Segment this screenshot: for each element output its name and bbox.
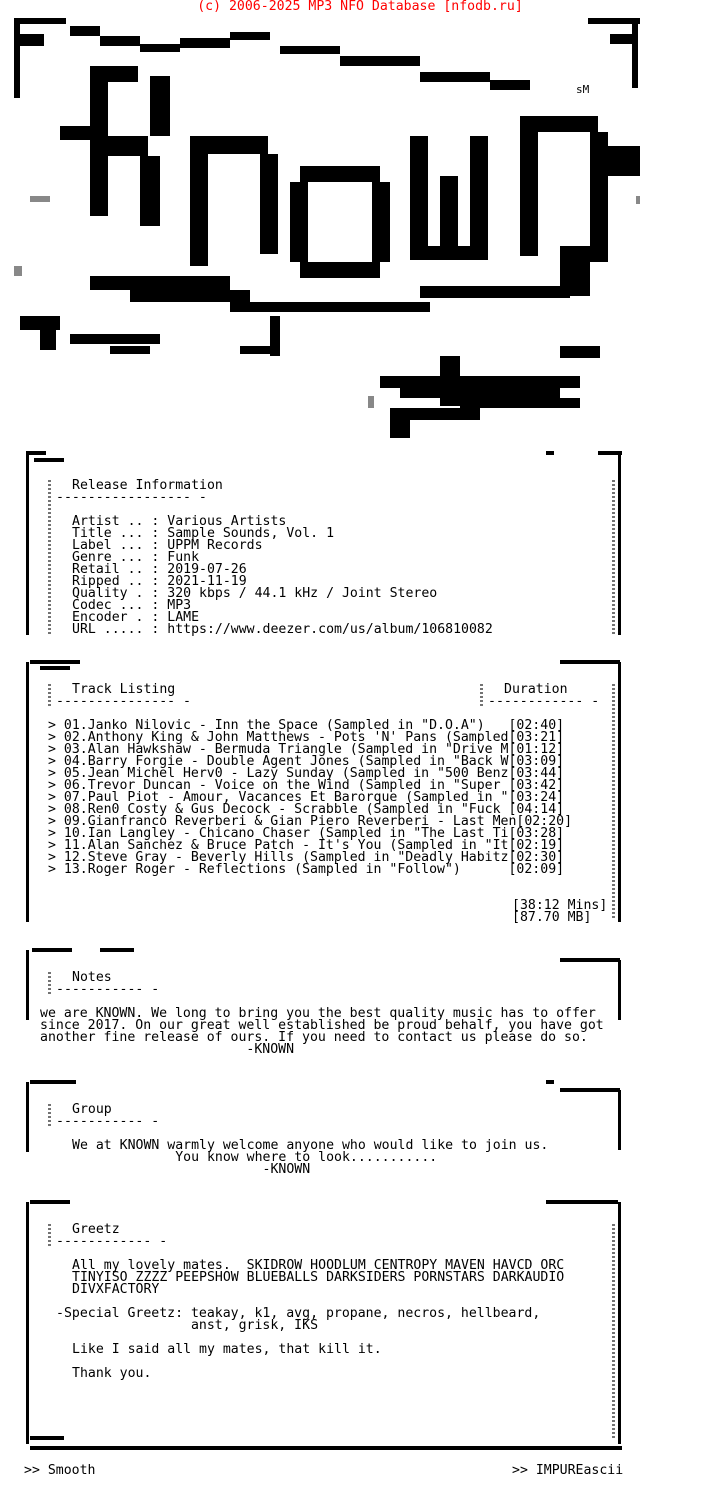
notes-line: we are KNOWN. We long to bring you the best quality music has to offer bbox=[40, 1006, 596, 1021]
box-corner bbox=[30, 1080, 76, 1084]
group-underline: ----------- - bbox=[56, 1114, 160, 1129]
greetz-heading: Greetz bbox=[72, 1222, 120, 1237]
ascii-logo-art bbox=[0, 16, 720, 446]
release-row: Codec ... : MP3 bbox=[72, 598, 192, 613]
box-corner bbox=[30, 1200, 70, 1204]
duration-heading: Duration bbox=[504, 682, 568, 697]
group-line: You know where to look........... bbox=[72, 1150, 438, 1165]
box-shade bbox=[48, 480, 51, 634]
track-item: > 09.Gianfranco Reverberi & Gian Piero Reverberi - Last Men[02:20] bbox=[48, 814, 573, 829]
credit-text[interactable]: (c) 2006-2025 MP3 NFO Database [nfodb.ru] bbox=[197, 0, 523, 14]
track-item: > 02.Anthony King & John Matthews - Pots 'N' Pans (Sampled[03:21] bbox=[48, 730, 565, 745]
box-corner bbox=[40, 666, 70, 670]
art-signature: sM bbox=[576, 83, 590, 96]
track-item: > 01.Janko Nilovic - Inn the Space (Sampled in "D.O.A") [02:40] bbox=[48, 718, 565, 733]
box-corner bbox=[560, 958, 620, 962]
box-corner bbox=[560, 660, 620, 664]
notes-underline: ----------- - bbox=[56, 982, 160, 997]
box-corner bbox=[546, 1200, 618, 1204]
track-item: > 08.Ren0 Costy & Gus Decock - Scrabble (Sampled in "Fuck [04:14] bbox=[48, 802, 565, 817]
box-edge bbox=[618, 455, 621, 635]
track-item: > 03.Alan Hawkshaw - Bermuda Triangle (Sampled in "Drive M[01:12] bbox=[48, 742, 565, 757]
release-heading: Release Information bbox=[72, 478, 223, 493]
greetz-line: DIVXFACTORY bbox=[72, 1282, 160, 1297]
tracks-heading: Track Listing bbox=[72, 682, 176, 697]
release-row: Title ... : Sample Sounds, Vol. 1 bbox=[72, 526, 335, 541]
greetz-line: Thank you. bbox=[72, 1366, 152, 1381]
greetz-line: anst, grisk, IKS bbox=[56, 1318, 319, 1333]
release-row: Artist .. : Various Artists bbox=[72, 514, 287, 529]
box-edge bbox=[618, 960, 621, 1020]
box-corner bbox=[30, 660, 80, 664]
release-row: Genre ... : Funk bbox=[72, 550, 200, 565]
box-shade bbox=[48, 1224, 51, 1248]
footer-left: >> Smooth bbox=[24, 1463, 96, 1478]
box-corner bbox=[100, 948, 134, 952]
box-edge bbox=[618, 1090, 621, 1150]
group-heading: Group bbox=[72, 1102, 112, 1117]
box-shade bbox=[48, 1104, 51, 1128]
total-size: [87.70 MB] bbox=[512, 910, 592, 925]
box-corner bbox=[546, 1080, 554, 1084]
box-edge bbox=[26, 662, 29, 922]
box-edge bbox=[26, 1202, 29, 1444]
box-shade bbox=[48, 684, 51, 708]
notes-heading: Notes bbox=[72, 970, 112, 985]
box-bottom-edge bbox=[30, 1446, 622, 1450]
box-corner bbox=[26, 451, 46, 455]
box-corner bbox=[34, 458, 64, 462]
track-item: > 07.Paul Piot - Amour, Vacances Et Barorque (Sampled in "[03:24] bbox=[48, 790, 565, 805]
duration-underline: ------------ - bbox=[488, 694, 600, 709]
box-edge bbox=[26, 455, 29, 635]
box-shade bbox=[480, 684, 483, 708]
track-item: > 04.Barry Forgie - Double Agent Jones (Sampled in "Back W[03:09] bbox=[48, 754, 565, 769]
greetz-line: -Special Greetz: teakay, k1, avg, propane, necros, hellbeard, bbox=[56, 1306, 541, 1321]
group-line: -KNOWN bbox=[72, 1162, 311, 1177]
notes-line: another fine release of ours. If you need to contact us please do so. bbox=[40, 1030, 588, 1045]
release-row: Ripped .. : 2021-11-19 bbox=[72, 574, 247, 589]
track-item: > 06.Trevor Duncan - Voice on the Wind (Sampled in "Super [03:42] bbox=[48, 778, 565, 793]
box-shade bbox=[612, 1224, 615, 1440]
box-shade bbox=[612, 480, 615, 634]
group-line: We at KNOWN warmly welcome anyone who would like to join us. bbox=[72, 1138, 549, 1153]
notes-line: -KNOWN bbox=[40, 1042, 295, 1057]
notes-line: since 2017. On our great well established be proud behalf, you have got bbox=[40, 1018, 604, 1033]
track-item: > 12.Steve Gray - Beverly Hills (Sampled in "Deadly Habitz[02:30] bbox=[48, 850, 565, 865]
release-row: Quality . : 320 kbps / 44.1 kHz / Joint Stereo bbox=[72, 586, 438, 601]
track-item: > 13.Roger Roger - Reflections (Sampled in "Follow") [02:09] bbox=[48, 862, 565, 877]
box-edge bbox=[26, 1082, 29, 1152]
box-corner bbox=[32, 948, 72, 952]
box-edge bbox=[618, 662, 621, 922]
greetz-underline: ------------ - bbox=[56, 1234, 168, 1249]
release-url[interactable]: URL ..... : https://www.deezer.com/us/album/106810082 bbox=[72, 622, 493, 637]
release-underline: ----------------- - bbox=[56, 490, 207, 505]
box-corner bbox=[30, 1436, 64, 1440]
credit-link[interactable] bbox=[0, 0, 720, 14]
footer-right: >> IMPUREascii bbox=[512, 1463, 624, 1478]
track-item: > 10.Ian Langley - Chicano Chaser (Sampled in "The Last Ti[03:28] bbox=[48, 826, 565, 841]
greetz-line: Like I said all my mates, that kill it. bbox=[72, 1342, 382, 1357]
track-item: > 11.Alan Sanchez & Bruce Patch - It's You (Sampled in "It[02:19] bbox=[48, 838, 565, 853]
total-time: [38:12 Mins] bbox=[512, 898, 608, 913]
box-corner bbox=[560, 1088, 620, 1092]
box-edge bbox=[618, 1202, 621, 1444]
box-shade bbox=[612, 684, 615, 920]
box-corner bbox=[546, 451, 554, 455]
release-row: Retail .. : 2019-07-26 bbox=[72, 562, 247, 577]
box-edge bbox=[26, 950, 29, 1020]
release-row: Label ... : UPPM Records bbox=[72, 538, 263, 553]
greetz-line: TINYISO ZZZZ PEEPSHOW BLUEBALLS DARKSIDERS PORNSTARS DARKAUDIO bbox=[72, 1270, 565, 1285]
box-shade bbox=[48, 972, 51, 996]
greetz-line: All my lovely mates. SKIDROW HOODLUM CENTROPY MAVEN HAVCD ORC bbox=[72, 1258, 565, 1273]
tracks-underline: --------------- - bbox=[56, 694, 191, 709]
track-item: > 05.Jean Michel Herv0 - Lazy Sunday (Sampled in "500 Benz[03:44] bbox=[48, 766, 565, 781]
release-row: Encoder . : LAME bbox=[72, 610, 200, 625]
